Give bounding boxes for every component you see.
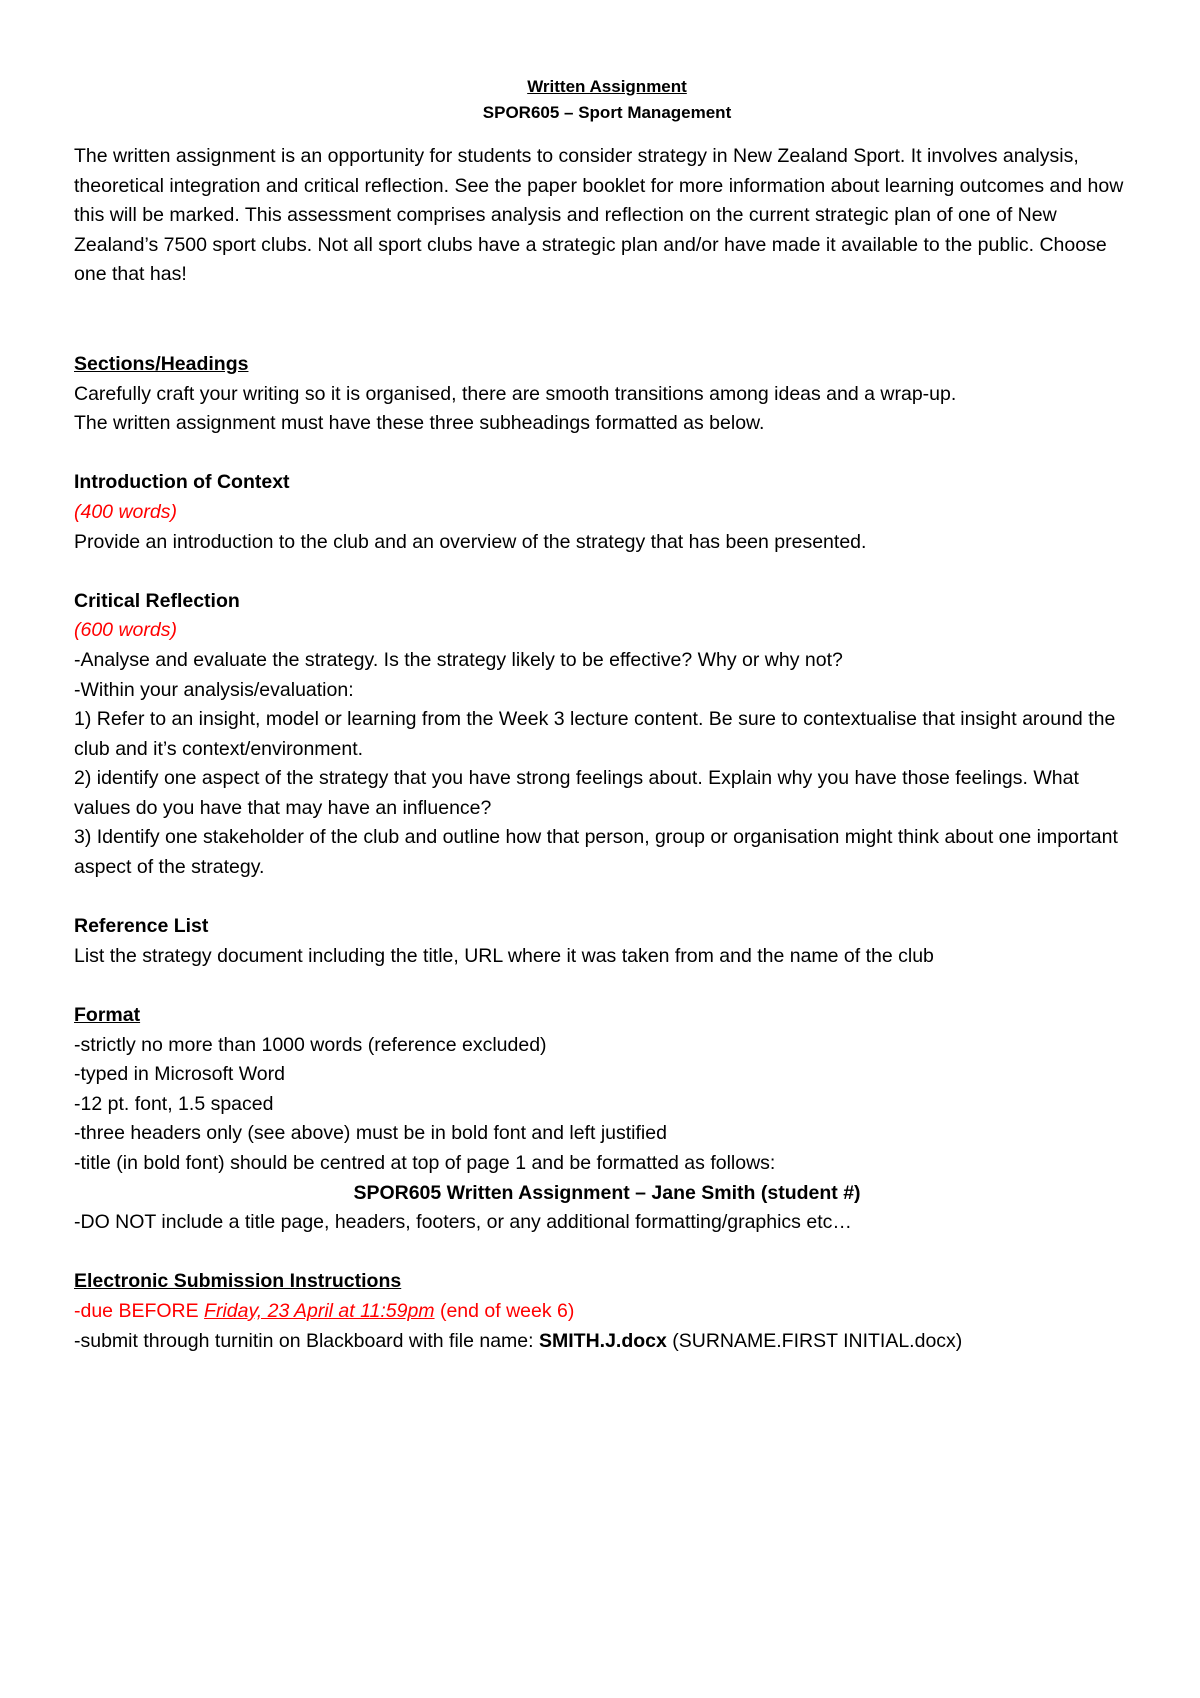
critical-word-count: (600 words) bbox=[74, 619, 177, 642]
submit-line bbox=[74, 1327, 1140, 1357]
submit-prefix: -submit through turnitin on Blackboard with file name: bbox=[74, 1329, 539, 1352]
format-line: -title (in bold font) should be centred at top of page 1 and be formatted as follows: bbox=[74, 1152, 776, 1174]
sections-line-1: Carefully craft your writing so it is organised, there are smooth transitions among ideas and a wrap-up. bbox=[74, 382, 957, 405]
introduction-heading: Introduction of Context bbox=[74, 471, 290, 494]
format-line: -12 pt. font, 1.5 spaced bbox=[74, 1092, 274, 1115]
due-date: Friday, 23 April at 11:59pm bbox=[204, 1299, 435, 1322]
submission-block bbox=[74, 1267, 1140, 1356]
critical-reflection-block bbox=[74, 587, 1140, 883]
reference-heading: Reference List bbox=[74, 915, 209, 938]
submit-filename: SMITH.J.docx bbox=[538, 1329, 667, 1352]
format-line: -typed in Microsoft Word bbox=[74, 1063, 285, 1086]
introduction-word-count: (400 words) bbox=[74, 500, 177, 523]
format-example-title: SPOR605 Written Assignment – Jane Smith (student #) bbox=[353, 1181, 861, 1204]
critical-line: -Analyse and evaluate the strategy. Is the strategy likely to be effective? Why or why not? bbox=[74, 648, 843, 671]
format-heading: Format bbox=[74, 1004, 141, 1027]
critical-heading: Critical Reflection bbox=[74, 589, 240, 612]
format-block bbox=[74, 1001, 1140, 1238]
due-suffix: (end of week 6) bbox=[434, 1299, 575, 1322]
intro-paragraph: The written assignment is an opportunity for students to consider strategy in New Zealand Sport. It involves analysis, theoretical integration and critical reflection. See the paper booklet for more information about learning outcomes and how this will be marked. This assessment comprises analysis and reflection on the current strategic plan of one of New Zealand’s 7500 sport clubs. Not all sport clubs have a strategic plan and/or have made it available to the public. Choose one that has! bbox=[74, 145, 1124, 286]
sections-line-2: The written assignment must have these three subheadings formatted as below. bbox=[74, 412, 765, 435]
submit-suffix: (SURNAME.FIRST INITIAL.docx) bbox=[666, 1329, 963, 1352]
document-title: Written Assignment bbox=[527, 77, 687, 96]
document-subtitle: SPOR605 – Sport Management bbox=[482, 103, 732, 122]
critical-line: 3) Identify one stakeholder of the club and outline how that person, group or organisation might think about one important aspect of the strategy. bbox=[74, 826, 1118, 879]
format-last-line: -DO NOT include a title page, headers, footers, or any additional formatting/graphics etc… bbox=[74, 1211, 852, 1234]
critical-line: 1) Refer to an insight, model or learning from the Week 3 lecture content. Be sure to contextualise that insight around the club and it’s context/environment. bbox=[74, 708, 1116, 760]
submission-heading: Electronic Submission Instructions bbox=[74, 1270, 402, 1293]
sections-heading: Sections/Headings bbox=[74, 352, 249, 375]
introduction-block bbox=[74, 468, 1140, 557]
due-line bbox=[74, 1297, 1140, 1327]
critical-line: 2) identify one aspect of the strategy that you have strong feelings about. Explain why you have those feelings. What values do you have that may have an influence? bbox=[74, 767, 1079, 819]
sections-headings-block bbox=[74, 350, 1140, 439]
reference-text: List the strategy document including the title, URL where it was taken from and the name of the club bbox=[74, 944, 934, 967]
introduction-text: Provide an introduction to the club and an overview of the strategy that has been presented. bbox=[74, 530, 867, 553]
critical-line: -Within your analysis/evaluation: bbox=[74, 678, 354, 701]
format-line: -strictly no more than 1000 words (reference excluded) bbox=[74, 1033, 547, 1056]
reference-list-block bbox=[74, 912, 1140, 971]
due-prefix: -due BEFORE bbox=[74, 1299, 205, 1322]
format-line: -three headers only (see above) must be in bold font and left justified bbox=[74, 1122, 667, 1145]
